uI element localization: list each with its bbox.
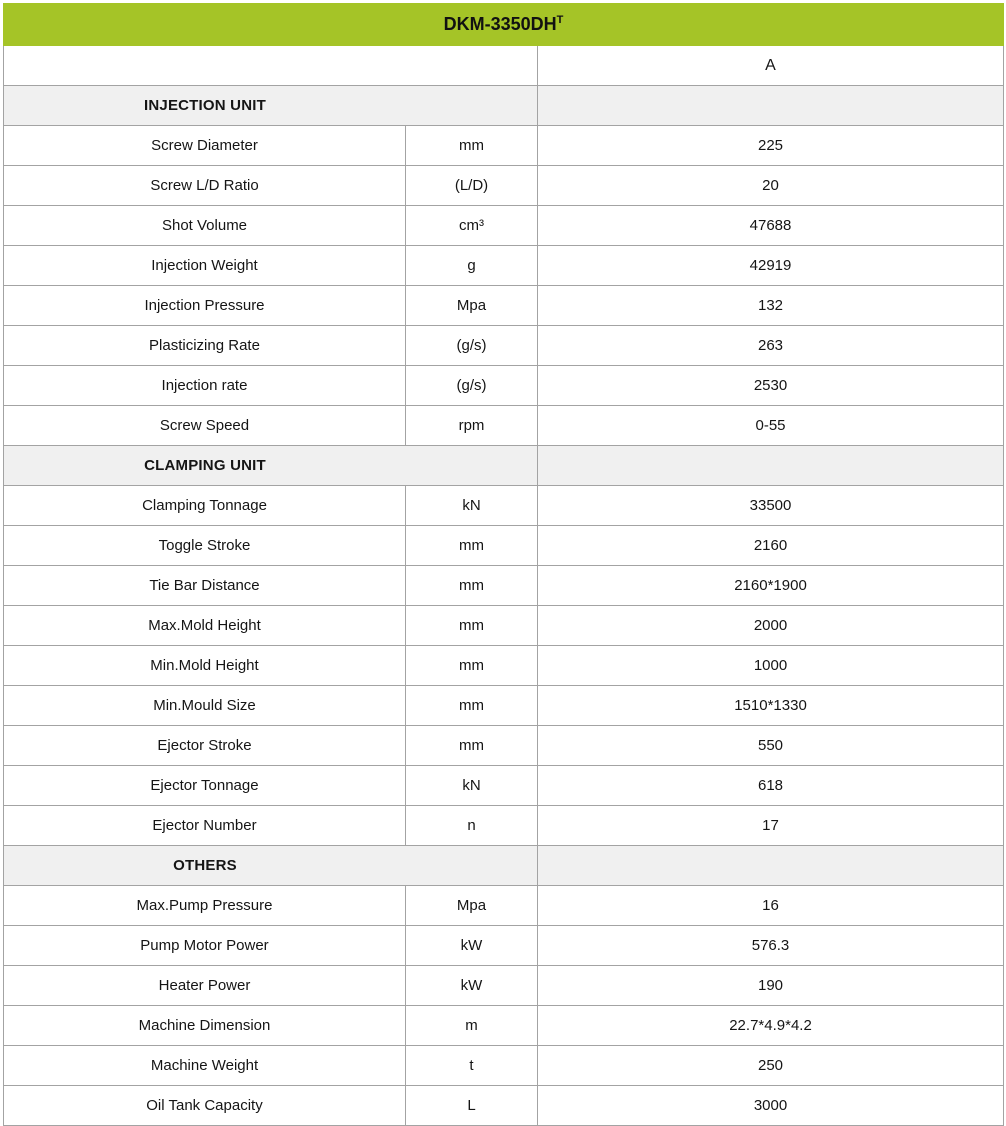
param-unit: Mpa (406, 886, 538, 926)
param-unit: kN (406, 486, 538, 526)
table-row (4, 246, 1004, 286)
param-value: 3000 (538, 1086, 1004, 1126)
param-unit: mm (406, 606, 538, 646)
section-header-value-cell (538, 86, 1004, 126)
param-unit: mm (406, 686, 538, 726)
table-row (4, 526, 1004, 566)
param-value: 1000 (538, 646, 1004, 686)
table-row (4, 926, 1004, 966)
param-name: Shot Volume (4, 206, 406, 246)
param-name: Machine Weight (4, 1046, 406, 1086)
param-name: Toggle Stroke (4, 526, 406, 566)
param-name: Ejector Stroke (4, 726, 406, 766)
section-row-others (4, 846, 1004, 886)
param-unit: kW (406, 966, 538, 1006)
param-value: 2160 (538, 526, 1004, 566)
section-header-cell (4, 846, 538, 886)
param-value: 550 (538, 726, 1004, 766)
param-name: Screw L/D Ratio (4, 166, 406, 206)
param-value: 22.7*4.9*4.2 (538, 1006, 1004, 1046)
param-value: 2530 (538, 366, 1004, 406)
param-value: 16 (538, 886, 1004, 926)
param-value: 250 (538, 1046, 1004, 1086)
param-name: Min.Mold Height (4, 646, 406, 686)
table-row (4, 766, 1004, 806)
param-unit: Mpa (406, 286, 538, 326)
section-row-injection-unit (4, 86, 1004, 126)
section-header-cell (4, 446, 538, 486)
param-name: Min.Mould Size (4, 686, 406, 726)
param-unit: m (406, 1006, 538, 1046)
section-label: INJECTION UNIT (144, 97, 266, 114)
param-unit: (L/D) (406, 166, 538, 206)
param-name: Heater Power (4, 966, 406, 1006)
section-row-clamping-unit (4, 446, 1004, 486)
param-name: Injection rate (4, 366, 406, 406)
table-row (4, 886, 1004, 926)
param-unit: n (406, 806, 538, 846)
table-row (4, 166, 1004, 206)
param-name: Tie Bar Distance (4, 566, 406, 606)
table-row (4, 806, 1004, 846)
table-row (4, 566, 1004, 606)
param-name: Max.Pump Pressure (4, 886, 406, 926)
param-name: Max.Mold Height (4, 606, 406, 646)
table-row (4, 486, 1004, 526)
param-name: Screw Speed (4, 406, 406, 446)
table-row (4, 646, 1004, 686)
param-unit: g (406, 246, 538, 286)
table-row (4, 326, 1004, 366)
model-name: DKM-3350DH (443, 14, 557, 34)
param-unit: (g/s) (406, 326, 538, 366)
param-value: 20 (538, 166, 1004, 206)
param-unit: (g/s) (406, 366, 538, 406)
column-header-row (4, 46, 1004, 86)
param-value: 33500 (538, 486, 1004, 526)
param-value: 2160*1900 (538, 566, 1004, 606)
param-unit: mm (406, 566, 538, 606)
param-value: 576.3 (538, 926, 1004, 966)
param-value: 190 (538, 966, 1004, 1006)
param-name: Plasticizing Rate (4, 326, 406, 366)
section-header-cell (4, 86, 538, 126)
column-header-spacer (4, 46, 538, 86)
table-row (4, 406, 1004, 446)
section-header-value-cell (538, 846, 1004, 886)
param-value: 225 (538, 126, 1004, 166)
spec-table (3, 3, 1004, 1126)
param-name: Pump Motor Power (4, 926, 406, 966)
param-name: Ejector Tonnage (4, 766, 406, 806)
table-row (4, 1006, 1004, 1046)
table-row (4, 606, 1004, 646)
table-row (4, 126, 1004, 166)
param-value: 2000 (538, 606, 1004, 646)
section-header-value-cell (538, 446, 1004, 486)
param-name: Clamping Tonnage (4, 486, 406, 526)
param-value: 1510*1330 (538, 686, 1004, 726)
param-unit: cm³ (406, 206, 538, 246)
param-name: Screw Diameter (4, 126, 406, 166)
param-value: 132 (538, 286, 1004, 326)
column-header-a: A (538, 46, 1004, 86)
section-label: OTHERS (173, 857, 237, 874)
table-row (4, 206, 1004, 246)
model-superscript: T (556, 14, 564, 26)
param-unit: mm (406, 646, 538, 686)
param-value: 618 (538, 766, 1004, 806)
param-unit: t (406, 1046, 538, 1086)
table-row (4, 1046, 1004, 1086)
param-unit: mm (406, 526, 538, 566)
param-name: Ejector Number (4, 806, 406, 846)
param-unit: kW (406, 926, 538, 966)
param-value: 17 (538, 806, 1004, 846)
param-unit: mm (406, 726, 538, 766)
param-unit: rpm (406, 406, 538, 446)
param-value: 47688 (538, 206, 1004, 246)
param-unit: L (406, 1086, 538, 1126)
table-row (4, 366, 1004, 406)
param-value: 42919 (538, 246, 1004, 286)
param-name: Injection Pressure (4, 286, 406, 326)
param-name: Oil Tank Capacity (4, 1086, 406, 1126)
table-row (4, 966, 1004, 1006)
param-value: 263 (538, 326, 1004, 366)
param-value: 0-55 (538, 406, 1004, 446)
title-row (4, 4, 1004, 46)
section-label: CLAMPING UNIT (144, 457, 266, 474)
param-name: Machine Dimension (4, 1006, 406, 1046)
param-unit: kN (406, 766, 538, 806)
param-name: Injection Weight (4, 246, 406, 286)
page-title (4, 4, 1004, 46)
table-row (4, 286, 1004, 326)
table-row (4, 726, 1004, 766)
table-row (4, 686, 1004, 726)
param-unit: mm (406, 126, 538, 166)
